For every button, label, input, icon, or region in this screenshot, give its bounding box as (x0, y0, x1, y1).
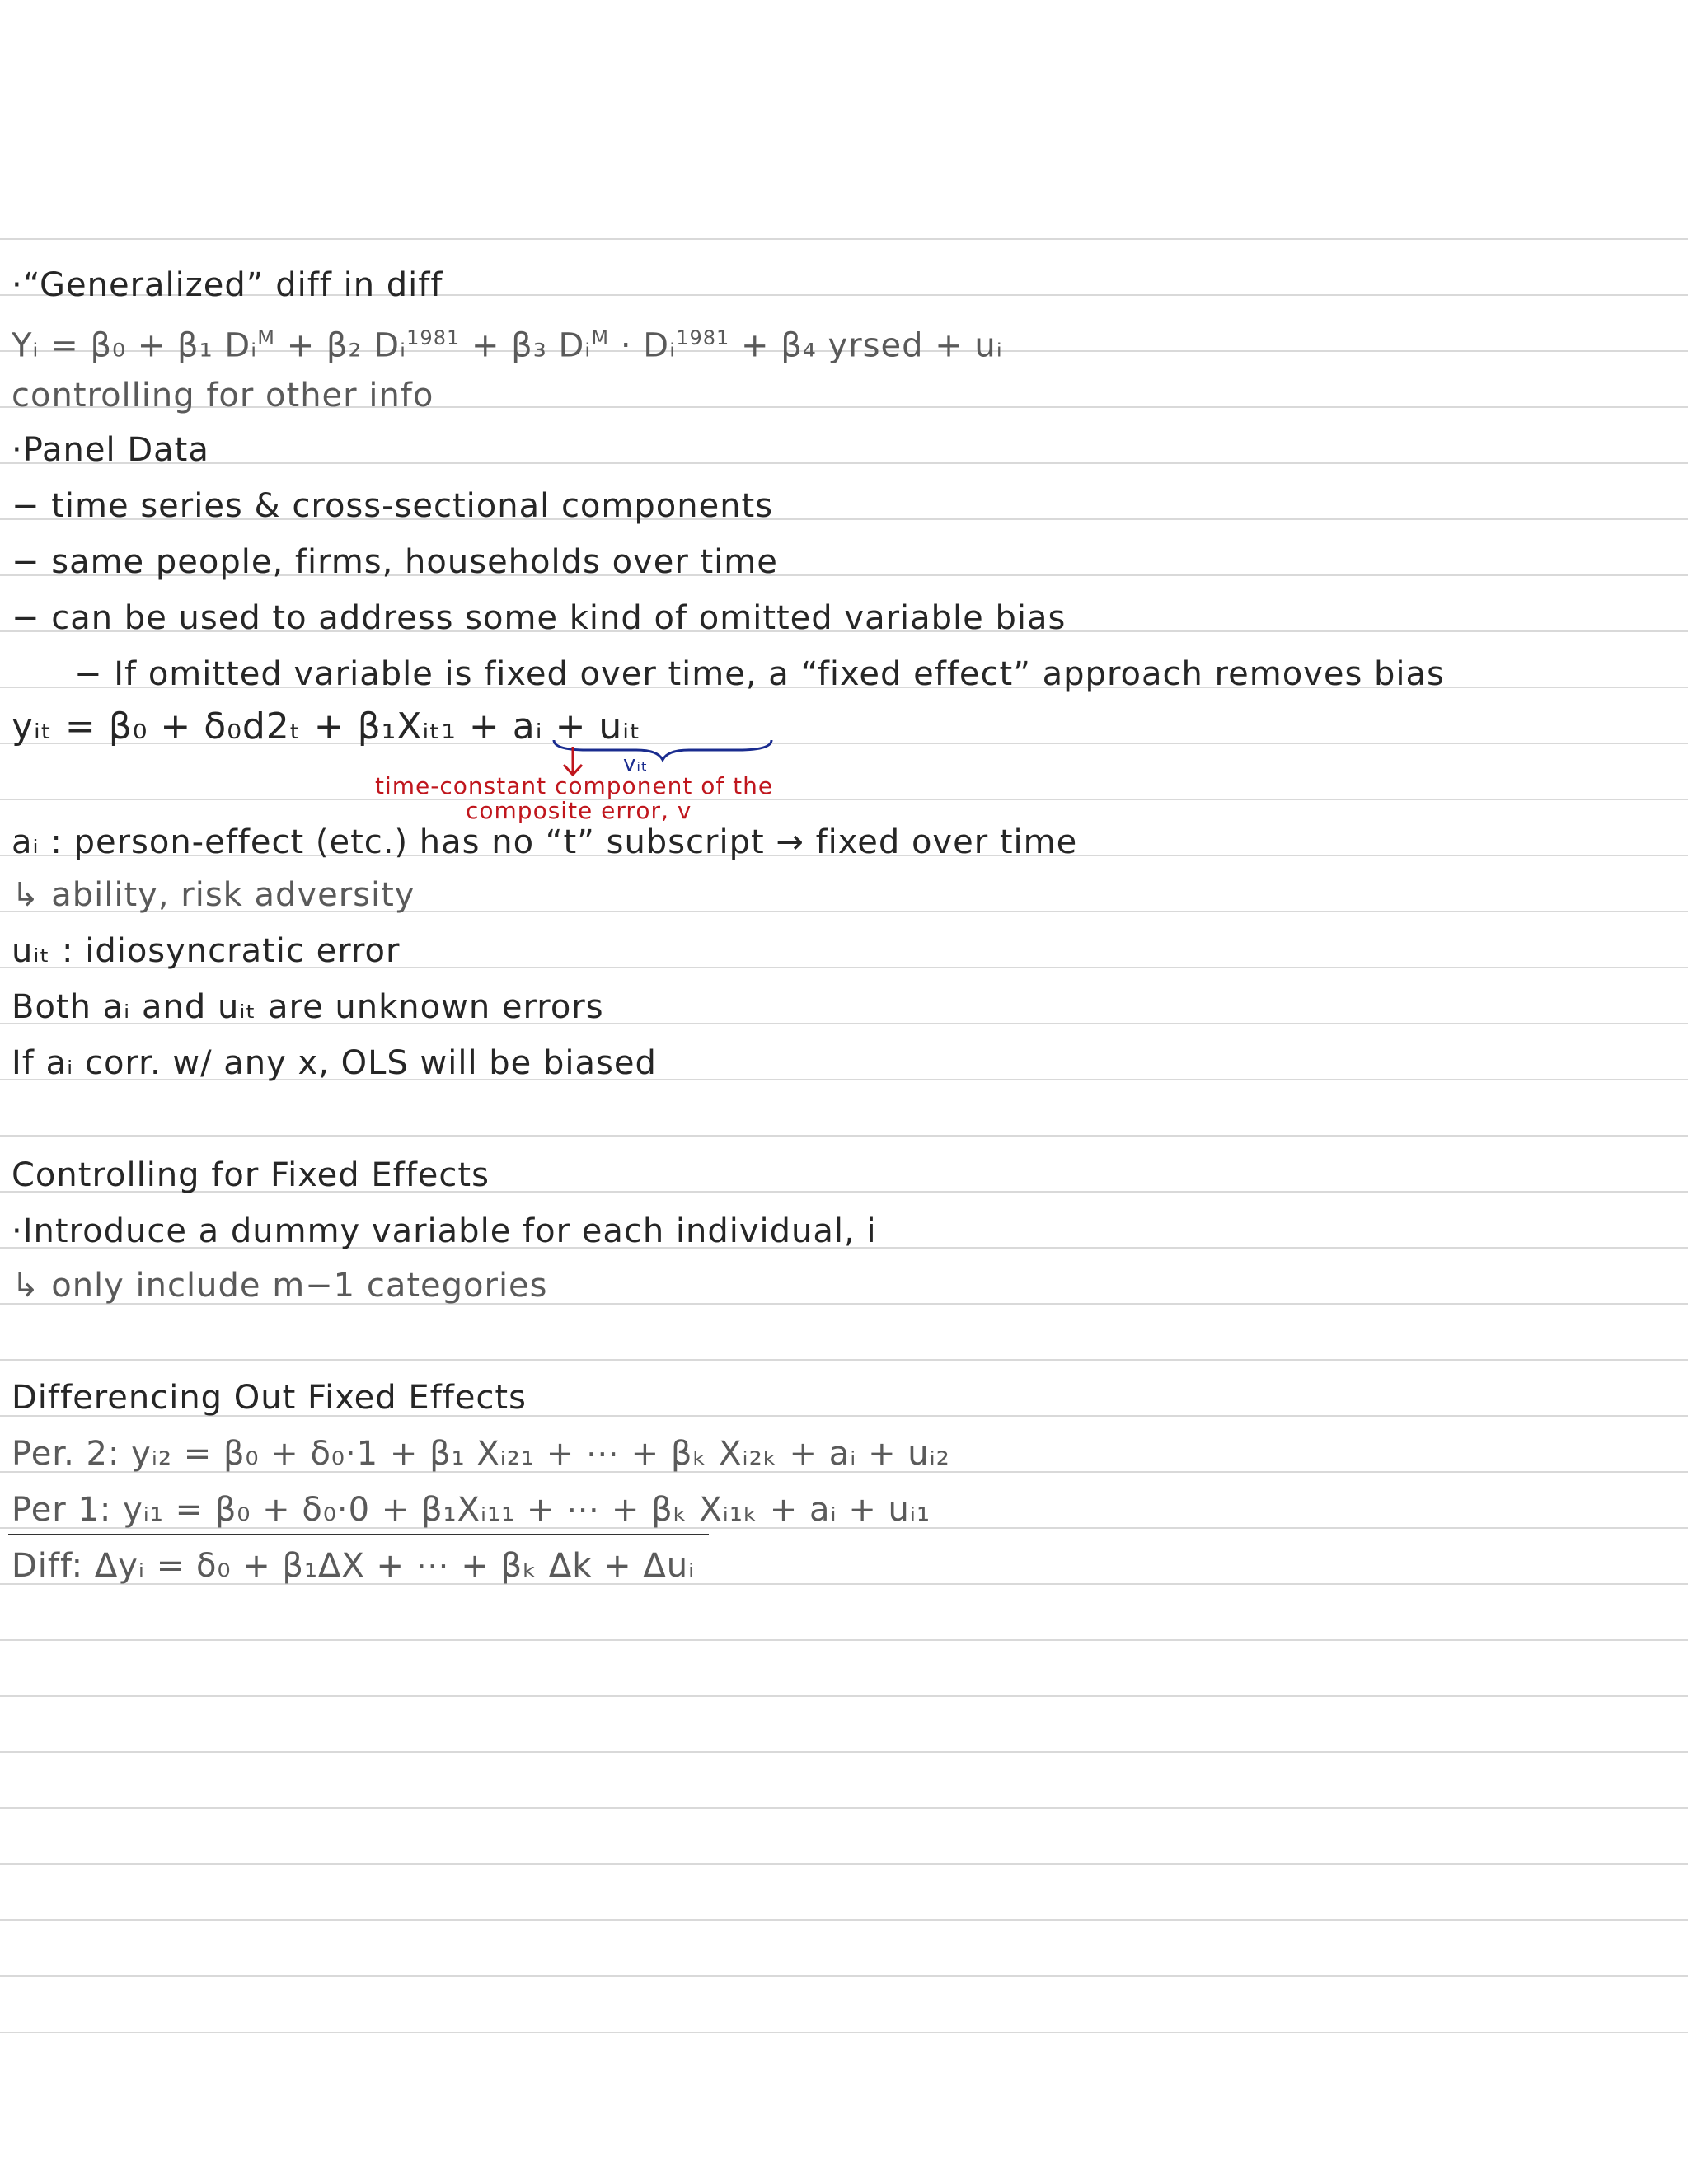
equation-panel: yᵢₜ = β₀ + δ₀d2ₜ + β₁Xᵢₜ₁ + aᵢ + uᵢₜ (12, 705, 642, 748)
bullet-omitted-bias: − can be used to address some kind of omitted variable bias (12, 599, 1067, 637)
bullet-same-people: − same people, firms, households over time (12, 543, 778, 581)
heading-differencing: Differencing Out Fixed Effects (12, 1379, 527, 1417)
eq-part: + β₃ Dᵢ (460, 326, 592, 365)
equation-diff: Diff: Δyᵢ = δ₀ + β₁ΔX + ⋯ + βₖ Δk + Δuᵢ (12, 1547, 696, 1585)
bullet-dummy: ·Introduce a dummy variable for each individual, i (12, 1212, 877, 1250)
ols-biased: If aᵢ corr. w/ any x, OLS will be biased (12, 1044, 657, 1082)
equation-period-1: Per 1: yᵢ₁ = β₀ + δ₀·0 + β₁Xᵢ₁₁ + ⋯ + βₖ Xᵢ₁ₖ + aᵢ + uᵢ₁ (12, 1491, 931, 1529)
def-ai-examples: ↳ ability, risk adversity (12, 876, 415, 914)
note-controlling: controlling for other info (12, 377, 434, 415)
def-uit: uᵢₜ : idiosyncratic error (12, 932, 401, 970)
bullet-fixed-effect: − If omitted variable is fixed over time, a “fixed effect” approach removes bias (74, 655, 1445, 693)
both-errors: Both aᵢ and uᵢₜ are unknown errors (12, 988, 604, 1026)
eq-sup: M (257, 326, 275, 349)
eq-sup: 1981 (676, 326, 730, 349)
eq-part: Yᵢ = β₀ + β₁ Dᵢ (12, 326, 258, 365)
eq-part: + β₂ Dᵢ (274, 326, 407, 365)
eq-part: · Dᵢ (609, 326, 677, 365)
equation-did (12, 318, 1003, 365)
eq-sup: 1981 (406, 326, 461, 349)
annotation-composite-error: composite error, v (466, 797, 692, 824)
bullet-m-minus-1: ↳ only include m−1 categories (12, 1267, 548, 1305)
heading-generalized-did: ·“Generalized” diff in diff (12, 266, 443, 304)
eq-part: + β₄ yrsed + uᵢ (729, 326, 1003, 365)
annotation-vit: vᵢₜ (623, 752, 649, 776)
heading-controlling-fe: Controlling for Fixed Effects (12, 1156, 490, 1194)
annotation-time-constant: time-constant component of the (375, 772, 774, 799)
heading-panel-data: ·Panel Data (12, 431, 209, 469)
eq-sup: M (591, 326, 610, 349)
bullet-time-series: − time series & cross-sectional components (12, 487, 774, 525)
def-ai: aᵢ : person-effect (etc.) has no “t” subscript → fixed over time (12, 823, 1078, 861)
equation-period-2: Per. 2: yᵢ₂ = β₀ + δ₀·1 + β₁ Xᵢ₂₁ + ⋯ + βₖ Xᵢ₂ₖ + aᵢ + uᵢ₂ (12, 1435, 950, 1473)
